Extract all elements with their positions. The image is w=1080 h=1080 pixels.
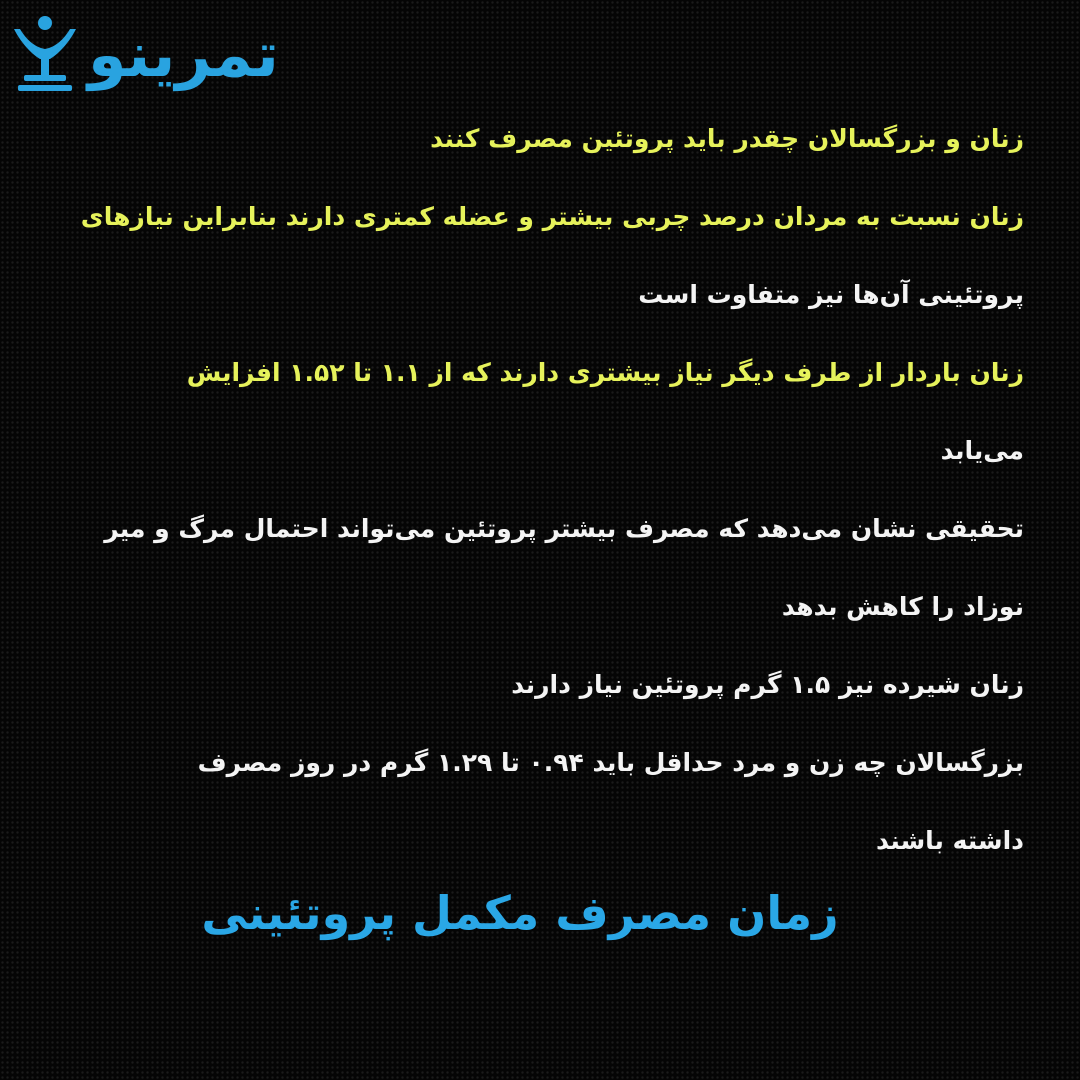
paragraph-line: تحقیقی نشان می‌دهد که مصرف بیشتر پروتئین می‌تواند احتمال مرگ و میر <box>104 514 1024 543</box>
paragraph-line: نوزاد را کاهش بدهد <box>781 592 1024 621</box>
brand-logo <box>10 10 440 100</box>
paragraph-line: زنان شیرده نیز ۱.۵ گرم پروتئین نیاز دارند <box>511 670 1024 699</box>
footer-title <box>0 878 1060 948</box>
heading-line: زنان و بزرگسالان چقدر باید پروتئین مصرف کنند <box>430 124 1024 153</box>
trophy-cup-icon <box>10 13 80 97</box>
article-body <box>64 100 1024 880</box>
paragraph-line: داشته باشند <box>875 826 1024 855</box>
paragraph-line: زنان باردار از طرف دیگر نیاز بیشتری دارند که از ۱.۱ تا ۱.۵۲ افزایش <box>186 358 1024 387</box>
paragraph-line: پروتئینی آن‌ها نیز متفاوت است <box>638 280 1024 309</box>
brand-name: تمرینو <box>88 18 279 91</box>
footer-title-text: زمان مصرف مکمل پروتئینی <box>201 886 839 940</box>
paragraph-line: بزرگسالان چه زن و مرد حداقل باید ۰.۹۴ تا ۱.۲۹ گرم در روز مصرف <box>197 748 1024 777</box>
paragraph-line: زنان نسبت به مردان درصد چربی بیشتر و عضله کمتری دارند بنابراین نیازهای <box>80 202 1024 231</box>
paragraph-line: می‌یابد <box>940 436 1024 465</box>
